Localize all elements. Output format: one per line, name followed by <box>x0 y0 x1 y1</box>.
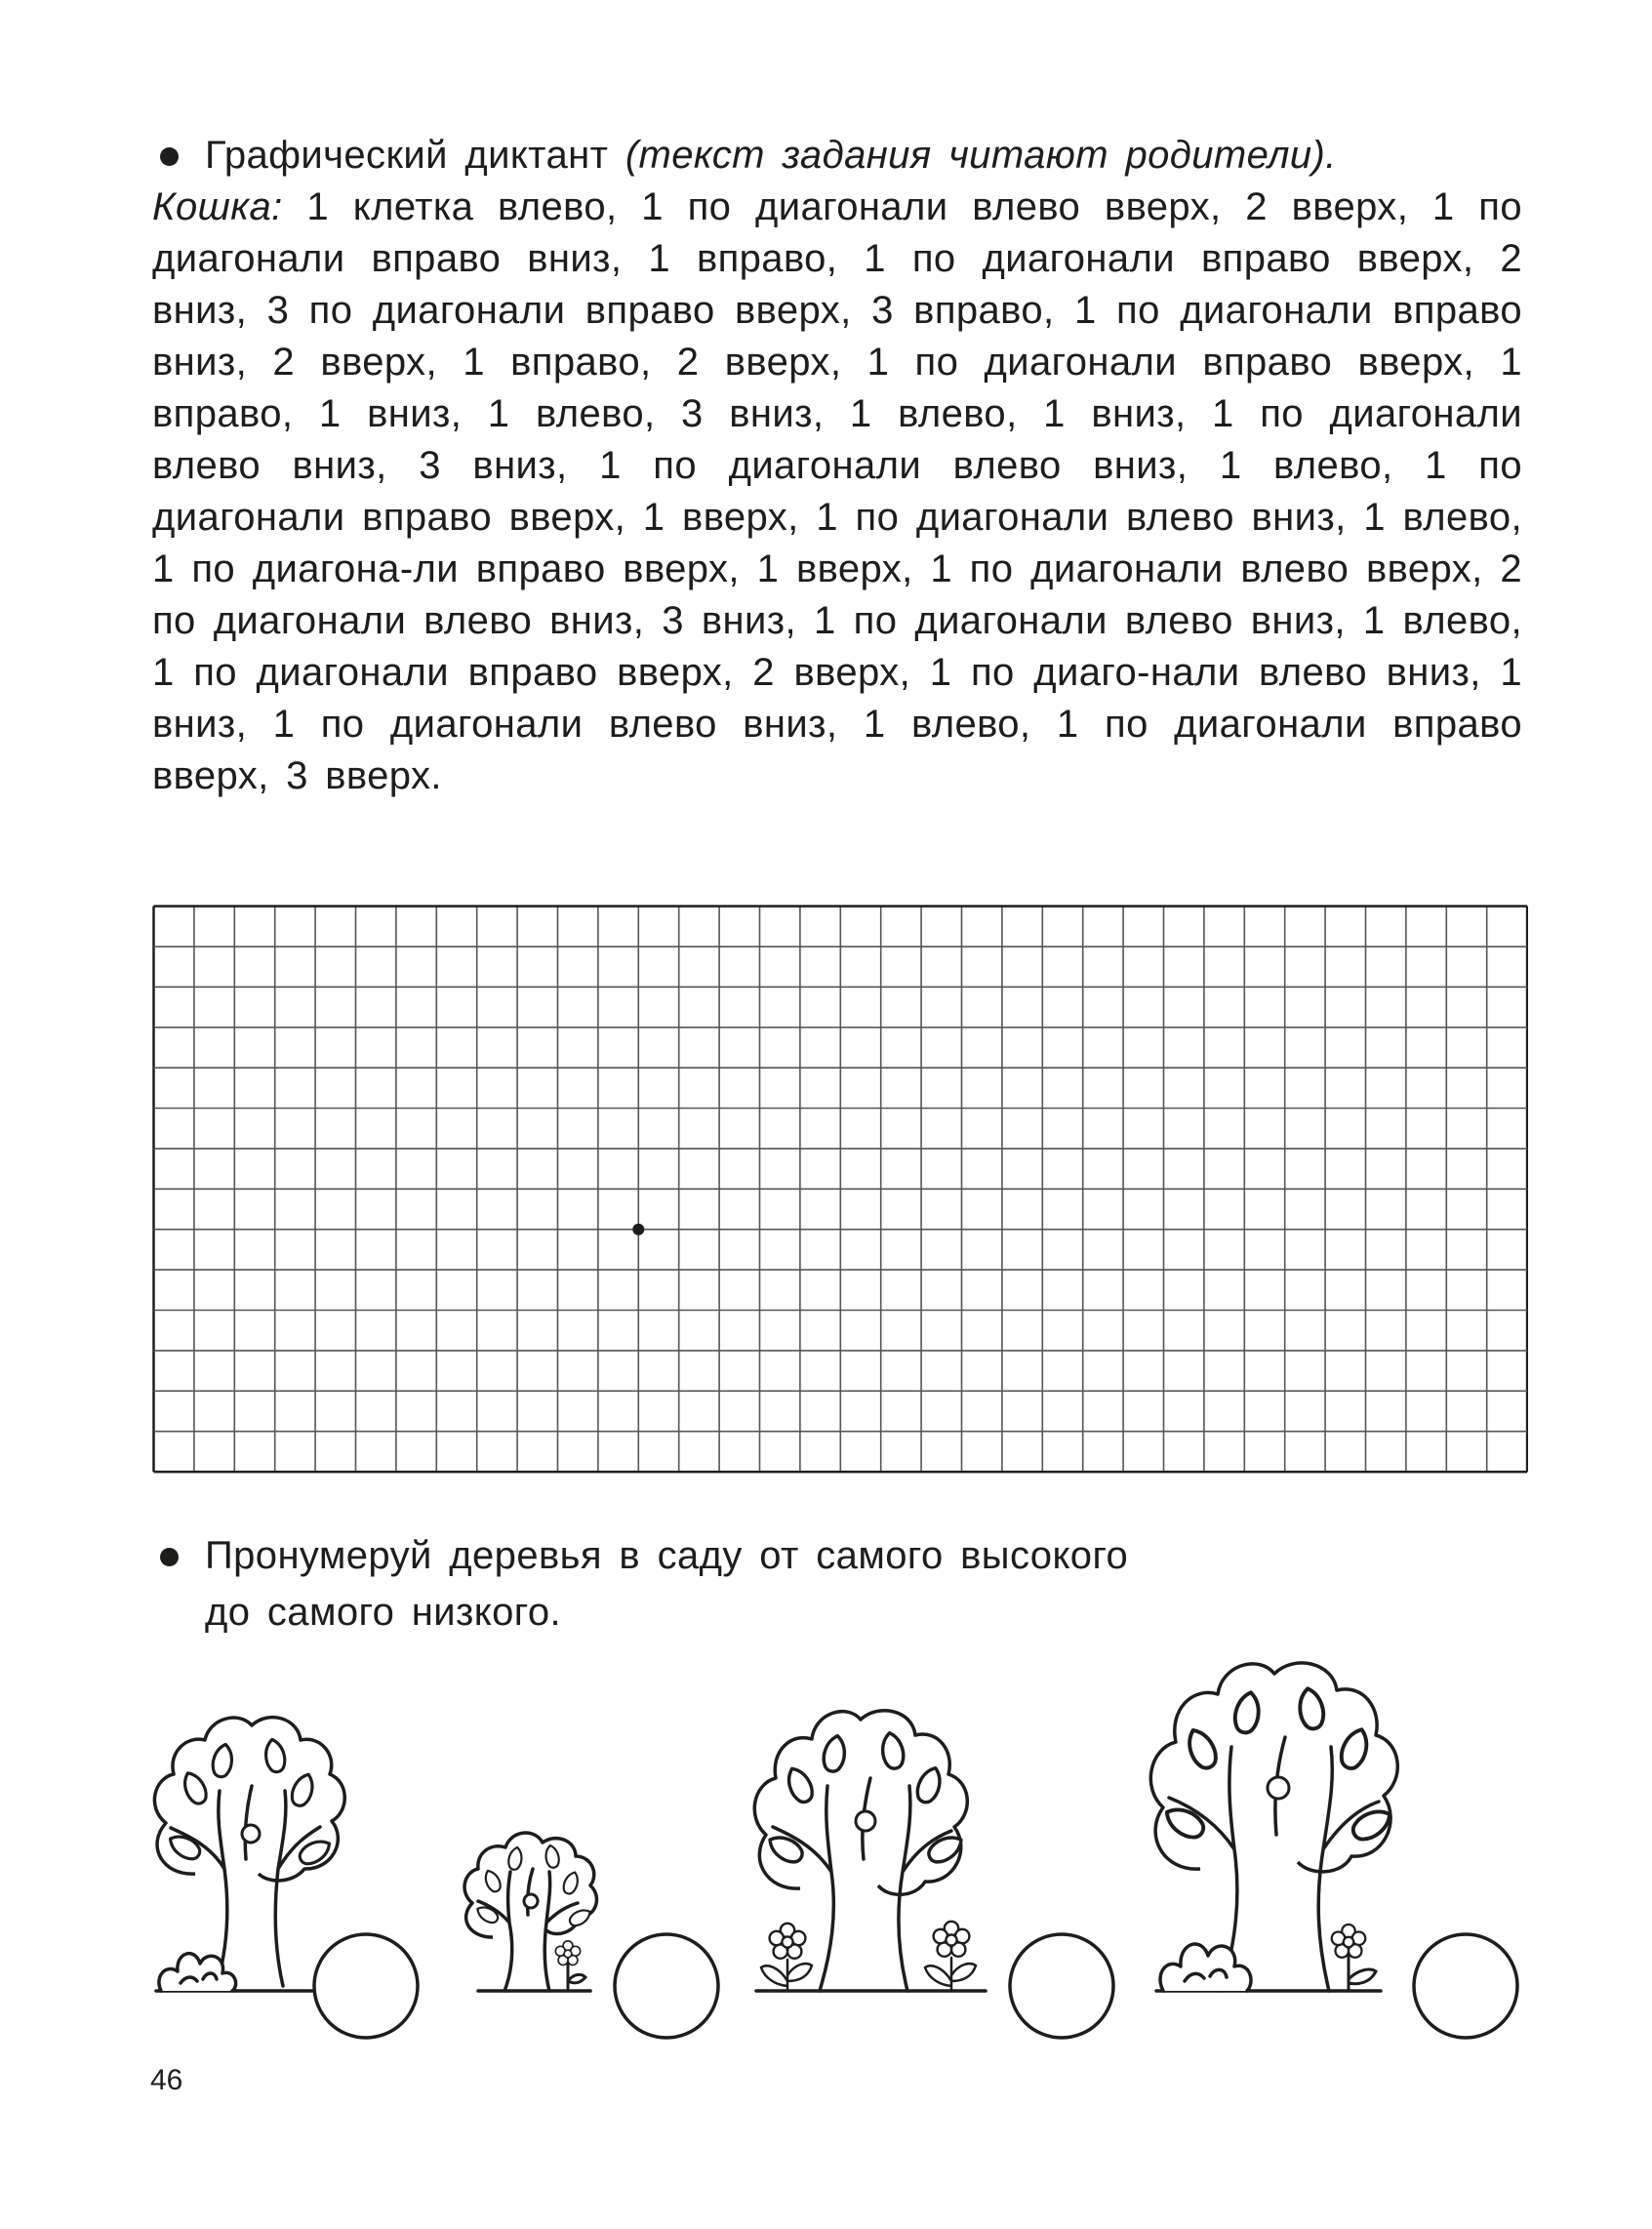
tree-4-hollow <box>1268 1777 1289 1799</box>
tree-1 <box>154 1718 344 1991</box>
bullet-icon <box>160 1548 179 1566</box>
tree-3-hollow <box>856 1811 875 1831</box>
start-point-dot <box>632 1224 644 1236</box>
drawing-grid <box>152 905 1528 1483</box>
tree-1-answer-circle[interactable] <box>314 1934 418 2038</box>
task2-line-2: до самого низкого. <box>205 1591 562 1634</box>
tree-4-bush <box>1160 1944 1251 1991</box>
tree-3-answer-circle[interactable] <box>1010 1934 1113 2038</box>
grid-lines <box>154 907 1528 1473</box>
tree-3-flower-left-icon <box>761 1924 812 1991</box>
task1-body <box>152 182 1522 802</box>
tree-3 <box>754 1711 986 1991</box>
task1-subject: Кошка: <box>152 185 283 228</box>
tree-4 <box>1150 1663 1397 1991</box>
task1-note: (текст задания читают родители). <box>625 134 1337 177</box>
tree-2-flower-icon <box>555 1941 585 1991</box>
graphic-dictation-task <box>152 130 1522 802</box>
task2-line-1: Пронумеруй деревья в саду от самого высокого <box>205 1534 1129 1577</box>
task1-instructions: 1 клетка влево, 1 по диагонали влево вверх, 2 вверх, 1 по диагонали вправо вниз, 1 вправо, 1 по диагонали вправо вверх, 2 вниз, 3 по диагонали вправо вверх, 3 вправо, 1 по диагонали вправо вниз, 2 вверх, 1 вправо, 2 вверх, 1 по диагонали вправо вверх, 1 вправо, 1 вниз, 1 влево, 3 вниз, 1 влево, 1 вниз, 1 по диагонали влево вниз, 3 вниз, 1 по диагонали влево вниз, 1 влево, 1 по диагонали вправо вверх, 1 вверх, 1 по диагонали влево вниз, 1 влево, 1 по диагона-ли вправо вверх, 1 вверх, 1 по диагонали влево вверх, 2 по диагонали влево вниз, 3 вниз, 1 по диагонали влево вниз, 1 влево, 1 по диагонали вправо вверх, 2 вверх, 1 по диаго-нали влево вниз, 1 вниз, 1 по диагонали влево вниз, 1 влево, 1 по диагонали вправо вверх, 3 вверх. <box>152 185 1522 797</box>
grid-svg <box>152 905 1528 1479</box>
tree-2-answer-circle[interactable] <box>615 1934 718 2038</box>
tree-4-flower-icon <box>1332 1925 1376 1991</box>
task1-heading <box>152 130 1522 182</box>
tree-2-hollow <box>524 1894 538 1908</box>
number-trees-task <box>152 1527 1522 1641</box>
trees-illustration <box>0 1659 1652 2088</box>
tree-4-answer-circle[interactable] <box>1414 1934 1517 2038</box>
tree-1-hollow <box>242 1825 260 1843</box>
tree-3-crown <box>754 1711 967 1895</box>
task1-title: Графический диктант <box>205 134 609 177</box>
page-number: 46 <box>150 2064 183 2096</box>
bullet-icon <box>160 147 179 166</box>
tree-3-flower-right-icon <box>925 1922 976 1991</box>
tree-2 <box>464 1833 596 1991</box>
